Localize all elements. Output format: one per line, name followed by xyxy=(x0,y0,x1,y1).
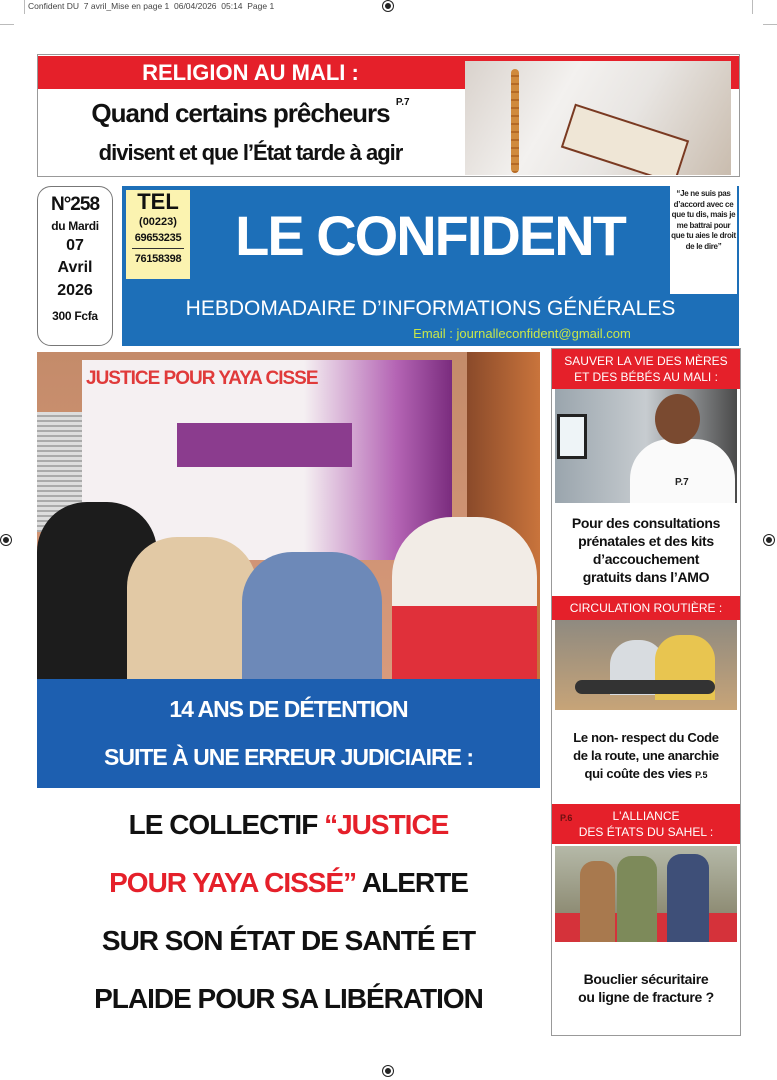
print-slug: Confident DU 7 avril_Mise en page 1 06/04/2026 05:14 Page 1 xyxy=(28,1,275,11)
main-headline[interactable]: LE COLLECTIF “JUSTICE POUR YAYA CISSÉ” ALERTE SUR SON ÉTAT DE SANTÉ ET PLAIDE POUR SA LIBÉRATION xyxy=(94,809,483,1014)
top-story-photo xyxy=(465,61,731,175)
masthead xyxy=(122,186,739,346)
side-story-3-photo[interactable] xyxy=(555,846,737,942)
registration-mark-icon xyxy=(764,535,774,545)
side-story-3-page: P.6 xyxy=(560,812,573,823)
top-story-page: P.7 xyxy=(395,97,410,108)
banner: JUSTICE POUR YAYA CISSE xyxy=(82,360,452,560)
top-story-kicker: RELIGION AU MALI : xyxy=(142,60,359,85)
motto-quote: “Je ne suis pas d’accord avec ce que tu dis, mais je me battrai pour que tu aies le droit de le dire” xyxy=(670,186,737,294)
side-story-2-page: P.5 xyxy=(695,770,708,781)
side-story-1-headline[interactable]: Pour des consultations prénatales et des kits d’accouchement gratuits dans l’AMO xyxy=(571,514,721,585)
side-column xyxy=(551,348,741,1036)
side-story-3-headline[interactable]: Bouclier sécuritaire ou ligne de fracture ? xyxy=(578,971,714,1006)
side-story-1-page: P.7 xyxy=(675,477,689,488)
side-story-2-photo[interactable] xyxy=(555,620,737,710)
issue-box: N°258 du Mardi 07 Avril 2026 300 Fcfa xyxy=(37,186,113,346)
registration-mark-icon xyxy=(1,535,11,545)
tel-box: TEL (00223) 69653235 76158398 xyxy=(126,190,190,279)
side-story-2-kicker: CIRCULATION ROUTIÈRE : xyxy=(552,596,740,620)
top-story-headline-1: Quand certains prêcheurs $^{P.7}$ xyxy=(91,97,410,128)
newspaper-title: LE CONFIDENT xyxy=(235,204,625,267)
registration-mark-icon xyxy=(383,1,393,11)
email[interactable]: Email : journalleconfident@gmail.com xyxy=(413,326,631,341)
top-story-headline-2: divisent et que l’État tarde à agir xyxy=(98,140,403,165)
subtitle: HEBDOMADAIRE D’INFORMATIONS GÉNÉRALES xyxy=(185,297,676,320)
registration-mark-icon xyxy=(383,1066,393,1076)
top-story[interactable] xyxy=(37,54,740,177)
main-photo[interactable] xyxy=(37,352,540,679)
main-story-kicker: 14 ANS DE DÉTENTION SUITE À UNE ERREUR JUDICIAIRE : xyxy=(37,679,540,788)
side-story-1-photo[interactable] xyxy=(555,389,737,503)
side-story-1-kicker: SAUVER LA VIE DES MÈRES ET DES BÉBÉS AU MALI : xyxy=(552,349,740,389)
side-story-2-headline[interactable]: Le non- respect du Code de la route, une anarchie qui coûte des vies P.5 xyxy=(573,730,719,782)
side-story-3-kicker: P.6 L'ALLIANCE DES ÉTATS DU SAHEL : xyxy=(552,804,740,844)
